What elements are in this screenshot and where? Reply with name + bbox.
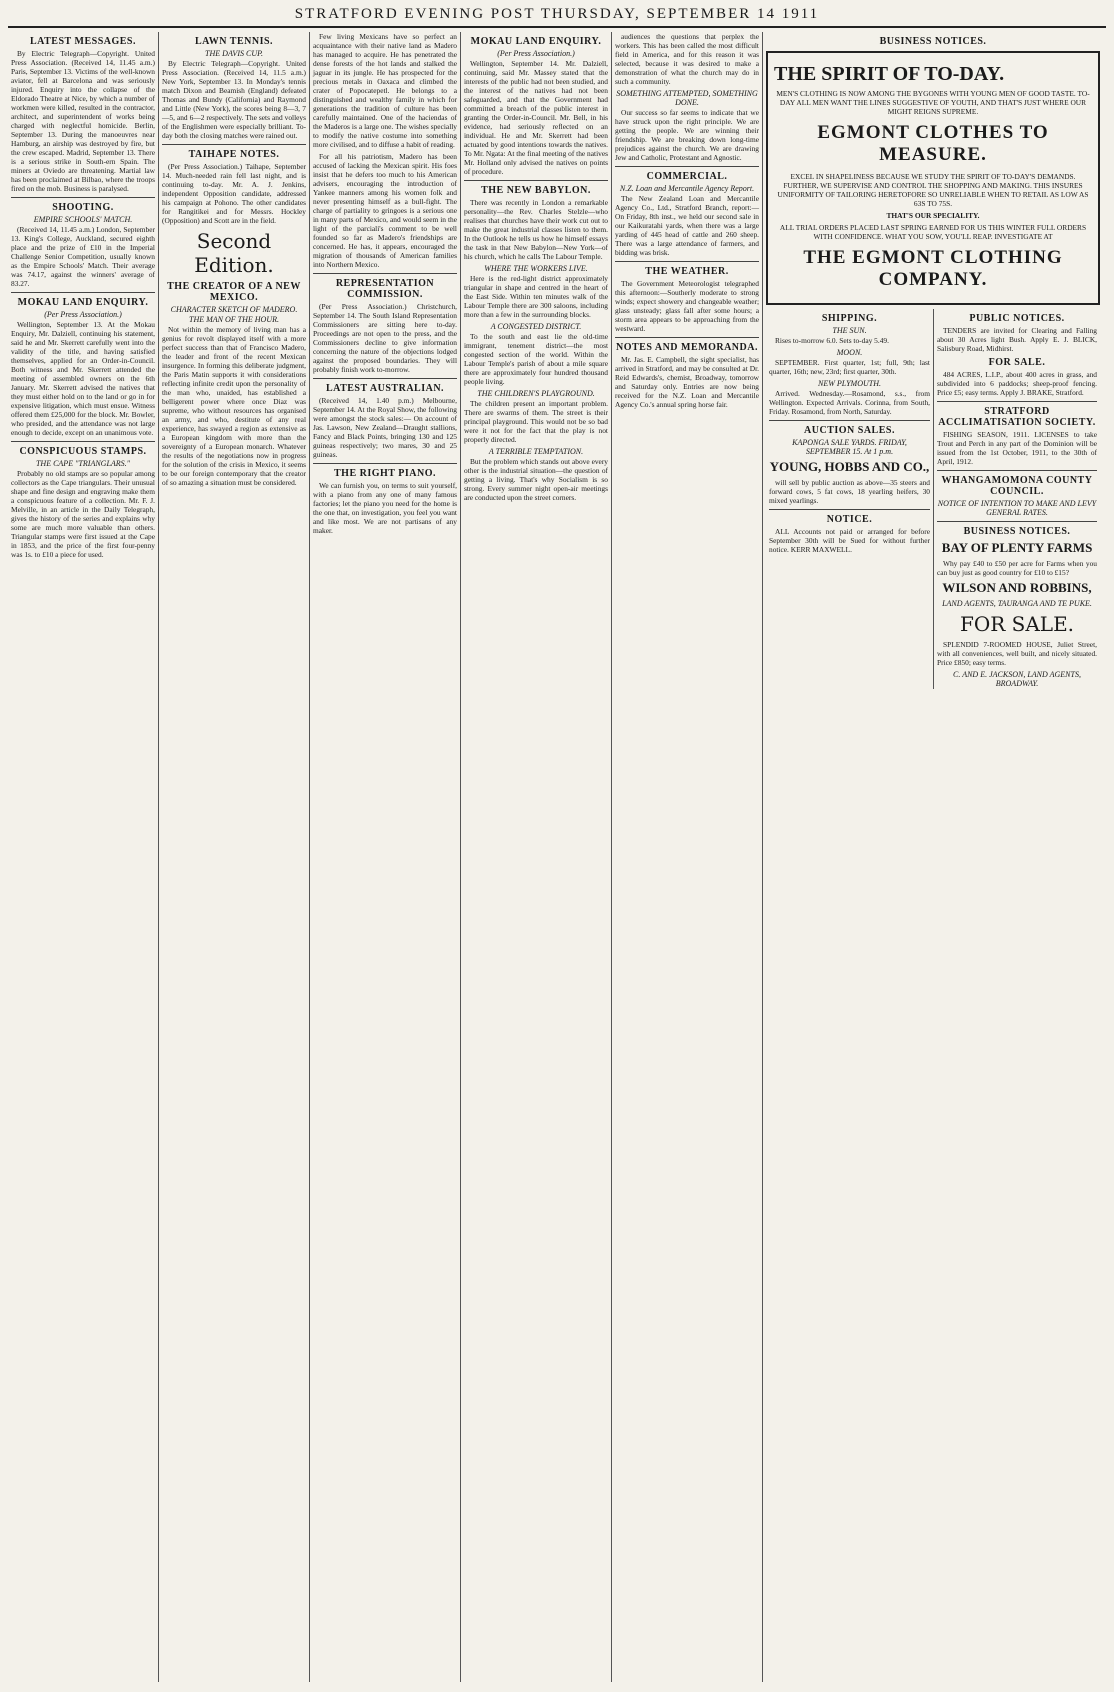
newspaper-page xyxy=(8,4,1106,1684)
column-1 xyxy=(8,32,159,1682)
bay-of-plenty: BAY OF PLENTY FARMS xyxy=(941,540,1093,555)
divider xyxy=(769,509,930,510)
column-2 xyxy=(159,32,310,1682)
heading-representation: REPRESENTATION COMMISSION. xyxy=(335,278,435,300)
subheading-mokau-2: (Per Press Association.) xyxy=(497,49,575,58)
text-county: NOTICE OF INTENTION TO MAKE AND LEVY GENERAL RATES. xyxy=(937,499,1097,517)
heading-shipping: SHIPPING. xyxy=(821,313,878,324)
heading-mokau-2: MOKAU LAND ENQUIRY. xyxy=(470,36,602,47)
heading-taihape: TAIHAPE NOTES. xyxy=(188,149,280,160)
ad-spirit-title: THE SPIRIT OF TO-DAY. xyxy=(774,63,1005,85)
wilson-robbins: WILSON AND ROBBINS, xyxy=(942,580,1092,595)
article-playground: The children present an important problem. There are swarms of them. The street is their principal playground. This would not be so bad were it not for the fact that the play is not properly directed. xyxy=(464,399,608,444)
article-success: Our success so far seems to indicate that we have struck upon the right principle. We are getting the people. We are winning their friendship. We are breaking down long-time prejudices against the church. We are drawing Jew and Catholic, Protestant and Agnostic. xyxy=(615,108,759,162)
heading-latest: LATEST MESSAGES. xyxy=(29,36,136,47)
article-man: Not within the memory of living man has a genius for revolt displayed itself with a more perfect success than that of Francisco Madero, the leader and front of the recent Mexican insurgence. In forming this deliberate judgment, the Paris Matin supports it with considerations reflecting infinite credit upon the personality of the man who, unaided, has established a belligerent power where once Diaz was supreme, who without resources has organised an army, and who, destitute of any real experience, has swayed a region as extensive as a European kingdom with more than the sovereignty of a European monarch. Whatever the results of the negotiations now in progress for the solution of the crisis in Mexico, it seems to be our foreign contemporary that the creator of so amazing a situation must be considered. xyxy=(162,325,306,487)
column-3 xyxy=(310,32,461,1682)
subheading-congested: A CONGESTED DISTRICT. xyxy=(490,322,582,331)
heading-business: BUSINESS NOTICES. xyxy=(879,36,987,47)
column-6-business xyxy=(763,32,1103,1682)
heading-shooting: SHOOTING. xyxy=(52,202,114,213)
masthead: STRATFORD EVENING POST THURSDAY, SEPTEMBER 14 1911 xyxy=(8,4,1106,28)
article-mokau: Wellington, September 13. At the Mokau Enquiry, Mr. Dalziell, continuing his statement, said he and Mr. Skerrett carefully went into the validity of the title, and having satisfied themselves, applied for an Order-in-Council. Both witness and Mr. Skerrett attended the meeting of assembled owners on the 6th January. Mr. Skerrett advised the natives that they must either hold on to the land or go in for expensive litigation, which must ensue. Witness offered them £25,000 for the block. Mr. Bowler, who presided, and the attendance was not large enough to decide, except on an unanimous vote. xyxy=(11,320,155,437)
article-notes: Mr. Jas. E. Campbell, the sight specialist, has arrived in Stratford, and may be consulted at Dr. Reid Edwards's, chemist, Broadway, tomorrow and Saturday only. Entries are now being received for the N.Z. Loan and Mercantile Agency Co.'s annual spring horse fair. xyxy=(615,355,759,409)
subheading-workers: WHERE THE WORKERS LIVE. xyxy=(484,264,588,273)
heading-acclimatisation: STRATFORD ACCLIMATISATION SOCIETY. xyxy=(938,406,1096,428)
subheading-moon: MOON. xyxy=(836,348,863,357)
heading-commercial: COMMERCIAL. xyxy=(646,171,728,182)
divider xyxy=(937,521,1097,522)
subheading-empire: EMPIRE SCHOOLS' MATCH. xyxy=(33,215,133,224)
divider xyxy=(11,292,155,293)
divider xyxy=(769,420,930,421)
subheading-commercial: N.Z. Loan and Mercantile Agency Report. xyxy=(619,184,755,193)
text-moon: SEPTEMBER. First quarter, 1st; full, 9th; last quarter, 16th; new, 23rd; first quarter, 30th. xyxy=(769,358,930,376)
subheading-davis: THE DAVIS CUP. xyxy=(205,49,263,58)
article-representation: (Per Press Association.) Christchurch, September 14. The South Island Representation Commissioners are sitting here to-day. Proceedings are not open to the press, and the Commissioners decline to give information concerning the nature of the objections lodged against the proposed boundaries. They will probably finish work to-morrow. xyxy=(313,302,457,374)
subheading-playground: THE CHILDREN'S PLAYGROUND. xyxy=(477,389,595,398)
article-cape: Probably no old stamps are so popular among collectors as the Cape triangulars. Their unusual shape and fine design and engraving make them a conspicuous feature of a collection. Mr. F. J. Melville, in an article in the Daily Telegraph, gives the history of the series and explains why some are much more valuable than others. Triangular stamps were first issued at the Cape in 1853, and the price of the first four-penny was 1s. to £10 a piece for used. xyxy=(11,469,155,559)
divider xyxy=(313,463,457,464)
heading-tennis: LAWN TENNIS. xyxy=(194,36,274,47)
heading-auction: AUCTION SALES. xyxy=(804,425,895,436)
heading-piano: THE RIGHT PIANO. xyxy=(334,468,436,479)
subheading-plymouth: NEW PLYMOUTH. xyxy=(818,379,881,388)
text-plymouth: Arrived. Wednesday.—Rosamond, s.s., from Wellington. Expected Arrivals. Corinna, from South, Friday. Rosamond, from North, Saturday. xyxy=(769,389,930,416)
heading-mokau: MOKAU LAND ENQUIRY. xyxy=(17,297,149,308)
subheading-mokau: (Per Press Association.) xyxy=(44,310,122,319)
second-edition-banner: Second Edition. xyxy=(194,229,274,277)
article-workers: Here is the red-light district approximately triangular in shape and centred in the heart of the East Side. Within ten minutes walk of the Labour Temple there are 300 saloons, including more than a few in the surrounding blocks. xyxy=(464,274,608,319)
text-acclimatisation: FISHING SEASON, 1911. LICENSES to take Trout and Perch in any part of the Dominion will be issued from the 1st October, 1911, to the 30th of April, 1912. xyxy=(937,430,1097,466)
article-madero-cont: Few living Mexicans have so perfect an acquaintance with their native land as Madero has managed to acquire. He has penetrated the dense forests of the hot lands and stalked the jaguar in its jungle. He has prospected for the precious metals in Oaxaca and climbed the crater of Popocatepetl. He belongs to a distinguished and wealthy family in which for generations the tradition of culture has been carefully maintained. One of the haciendas of the Maderos is a large one. The wishes specially to modify the native costume into something more civilised, and to diffuse a habit of reading. xyxy=(313,32,457,149)
text-jackson: C. AND E. JACKSON, LAND AGENTS, BROADWAY. xyxy=(953,670,1081,688)
article-empire: (Received 14, 11.45 a.m.) London, September 13. King's College, Auckland, secured eighth place and the prize of £10 in the Imperial Challenge Senior Competition, usually known as the Empire Schools' Match. Their average was 74.17, against the winners' average of 83.27. xyxy=(11,225,155,288)
article-madero-body: For all his patriotism, Madero has been accused of lacking the Mexican spirit. His foes insist that he defers too much to his American advisers, encouraging the introduction of Yankee manners among his women folk and never presenting himself as a bull-fight. The charge of partiality to gringoes is a serious one in many parts of Mexico, and would seem in the light of the parciali's comment to be well founded so far as Madero's friendships are concerned. He has, it appears, encouraged the migration of thousands of American families into Northern Mexico. xyxy=(313,152,457,269)
column-4 xyxy=(461,32,612,1682)
divider xyxy=(11,197,155,198)
text-young-hobbs: will sell by public auction as above—35 steers and forward cows, 5 fat cows, 18 yearling heifers, 30 mixed yearlings. xyxy=(769,478,930,505)
divider xyxy=(937,470,1097,471)
text-tenders: TENDERS are invited for Clearing and Falling about 30 Acres light Bush. Apply E. J. BLICK, Salisbury Road, Midhirst. xyxy=(937,326,1097,353)
heading-county: WHANGAMOMONA COUNTY COUNCIL. xyxy=(941,475,1093,497)
divider xyxy=(162,144,306,145)
article-congested: To the south and east lie the old-time immigrant, tenement district—the most congested section of the world. Within the Labour Temple's parish of about a mile square there are approximately four hundred thousand people living. xyxy=(464,332,608,386)
heading-australian: LATEST AUSTRALIAN. xyxy=(325,383,445,394)
text-sun: Rises to-morrow 6.0. Sets to-day 5.49. xyxy=(775,336,889,345)
heading-for-sale: FOR SALE. xyxy=(988,357,1046,368)
subheading-man: THE MAN OF THE HOUR. xyxy=(189,315,279,324)
divider xyxy=(11,441,155,442)
subcol-shipping xyxy=(766,309,933,689)
heading-babylon: THE NEW BABYLON. xyxy=(481,185,591,196)
article-commercial: The New Zealand Loan and Mercantile Agency Co., Ltd., Stratford Branch, report:— On Friday, 8th inst., we held our second sale in our Kaikuratahi yards, when there was a large yarding of 445 head of cattle and 260 sheep. There was a large attendance of farmers, and bidding was brisk. xyxy=(615,194,759,257)
divider xyxy=(313,273,457,274)
divider xyxy=(313,378,457,379)
columns xyxy=(8,32,1106,1682)
divider xyxy=(615,261,759,262)
article-mokau-2: Wellington, September 14. Mr. Dalziell, continuing, said Mr. Massey stated that the interests of the public had not been studied, and the interest of the natives had not been safeguarded, and that the Government had committed a breach of the public interest in granting the Order-in-Council. Mr. Bell, in his evidence, had seriously reflected on an individual. He and Mr. Skerrett had been actuated by good intentions towards the natives. To Mr. Ngata: At the final meeting of the natives Mr. Holland only advised the natives on points of procedure. xyxy=(464,59,608,176)
ad-speciality: THAT'S OUR SPECIALITY. xyxy=(886,211,980,220)
subheading-sketch: CHARACTER SKETCH OF MADERO. xyxy=(170,305,298,314)
column-5 xyxy=(612,32,763,1682)
article-taihape: (Per Press Association.) Taihape, September 14. Much-needed rain fell last night, and is continuing to-day. Mr. A. J. Jenkins, independent Opposition candidate, addressed his campaign at Pohono. The other candidates for Rangitikei and for Messrs. Hockley (Opposition) and Scott are in the field. xyxy=(162,162,306,225)
text-house: SPLENDID 7-ROOMED HOUSE, Juliet Street, with all conveniences, well built, and nicely situated. Price £850; easy terms. xyxy=(937,640,1097,667)
heading-business-2: BUSINESS NOTICES. xyxy=(963,526,1071,537)
article-babylon-cont: audiences the questions that perplex the workers. This has been called the most difficult field in America, and for this reason it was selected, because it was desired to make a demonstration of what the church may do in such a community. xyxy=(615,32,759,86)
ad-company-name: THE EGMONT CLOTHING COMPANY. xyxy=(803,247,1063,290)
ad-egmont-text: EXCEL IN SHAPELINESS BECAUSE WE STUDY THE SPIRIT OF TO-DAY'S DEMANDS. FURTHER, WE SUPERVISE AND CONTROL THE SHOPPING AND MAKING. THIS INSURES UNIFORMITY OF TAILORING HERETOFORE SO UNRELIABLE WHEN TO RETAIL AS LOW AS 63S TO 75S. xyxy=(777,172,1089,208)
divider xyxy=(937,401,1097,402)
divider xyxy=(615,166,759,167)
egmont-advertisement xyxy=(766,51,1100,305)
subheading-cape: THE CAPE "TRIANGLARS." xyxy=(35,459,131,468)
text-notice: ALL Accounts not paid or arranged for before September 30th will be Sued for without further notice. KERR MAXWELL. xyxy=(769,527,930,554)
subheading-sun: THE SUN. xyxy=(832,326,867,335)
article-babylon: There was recently in London a remarkable personality—the Rev. Charles Stelzle—who realises that churches have their work cut out to make the great industrial classes listen to them. In the Outlook he tells us how he himself essays the task in that New Babylon—New York—of his church, which he calls The Labour Temple. xyxy=(464,198,608,261)
article-davis: By Electric Telegraph—Copyright. United Press Association. (Received 14, 11.5 a.m.) New York, September 13. In Monday's tennis match Dixon and Beamish (England) defeated Thomas and Bundy (California) and Raymond and Little (New York), the scores being 8—3, 7—5, and 6—2 respectively. The sets and volleys of the Englishmen were especially brilliant. To-day both the closing matches were rained out. xyxy=(162,59,306,140)
text-auction: KAPONGA SALE YARDS. FRIDAY, SEPTEMBER 15. At 1 p.m. xyxy=(792,438,907,456)
text-bay: Why pay £40 to £50 per acre for Farms when you can buy just as good country for £10 to £15? xyxy=(937,559,1097,577)
divider xyxy=(464,180,608,181)
for-sale-banner: FOR SALE. xyxy=(959,612,1075,636)
young-hobbs: YOUNG, HOBBS AND CO., xyxy=(769,459,930,474)
subheading-success: SOMETHING ATTEMPTED, SOMETHING DONE. xyxy=(616,89,758,107)
heading-creator: THE CREATOR OF A NEW MEXICO. xyxy=(167,281,301,303)
ad-trial: ALL TRIAL ORDERS PLACED LAST SPRING EARNED FOR US THIS WINTER FULL ORDERS WITH CONFIDENCE. WHAT YOU SOW, YOU'LL REAP. INVESTIGATE AT xyxy=(779,223,1087,241)
article-temptation: But the problem which stands out above every other is the industrial situation—the question of getting a living. That's why Socialism is so strong. Every summer night open-air meetings are conducted upon the street corners. xyxy=(464,457,608,502)
subheading-temptation: A TERRIBLE TEMPTATION. xyxy=(488,447,584,456)
heading-stamps: CONSPICUOUS STAMPS. xyxy=(19,446,147,457)
text-for-sale: 484 ACRES, L.I.P., about 400 acres in grass, and subdivided into 6 paddocks; sheep-proof fencing. Price £5; easy terms. Apply J. BRAKE, Stratford. xyxy=(937,370,1097,397)
text-wilson: LAND AGENTS, TAURANGA AND TE PUKE. xyxy=(942,599,1092,608)
heading-public-notices: PUBLIC NOTICES. xyxy=(969,313,1065,324)
article-australian: (Received 14, 1.40 p.m.) Melbourne, September 14. At the Royal Show, the following were amongst the stock sales:— On account of Jas. Lawson, New Zealand—Draught stallions, Fancy and Black Points, bringing 130 and 125 guineas respectively; two mares, 30 and 25 guineas. xyxy=(313,396,457,459)
article-piano: We can furnish you, on terms to suit yourself, with a piano from any one of many famous factories; let the piano you need for the home is the one that, on investigation, you feel you want and like most. We are not partisans of any maker. xyxy=(313,481,457,535)
ad-egmont-title: EGMONT CLOTHES TO MEASURE. xyxy=(817,122,1049,165)
heading-notes: NOTES AND MEMORANDA. xyxy=(616,342,758,353)
ad-spirit-text: MEN'S CLOTHING IS NOW AMONG THE BYGONES WITH YOUNG MEN OF GOOD TASTE. TO-DAY ALL MEN WANT THE LINES SUGGESTIVE OF YOUTH, AND THAT'S JUST WHERE OUR MIGHT REIGNS SUPREME. xyxy=(776,89,1090,116)
article-weather: The Government Meteorologist telegraphed this afternoon:—Southerly moderate to strong winds; expect showery and changeable weather; glass unsteady; glass fall after some hours; a storm area appears to be approaching from the westward. xyxy=(615,279,759,333)
business-subcolumns xyxy=(766,309,1100,689)
article-latest: By Electric Telegraph—Copyright. United Press Association. (Received 14, 11.45 a.m.) Paris, September 13. Victims of the well-known aviator, fell at Barcelona and was seriously injured. Enquiry into the collapse of the Eldorado Theatre at Nice, by which a number of workmen were killed, resulted in the contractor, architect, and superintendent of works being charged with neglectful homicide. Berlin, September 13. During the manoeuvres near Hamburg, an airship was destroyed by fire, but the crew escaped. Madrid, September 13. There is a serious strike in South-ern Spain. The miners at Oviedo are threatening. Martial law has been proclaimed at Bilbao, where the troops fired on the mob. Business is paralysed. xyxy=(11,49,155,193)
heading-weather: THE WEATHER. xyxy=(645,266,729,277)
divider xyxy=(615,337,759,338)
heading-notice: NOTICE. xyxy=(826,514,873,525)
subcol-public xyxy=(933,309,1100,689)
